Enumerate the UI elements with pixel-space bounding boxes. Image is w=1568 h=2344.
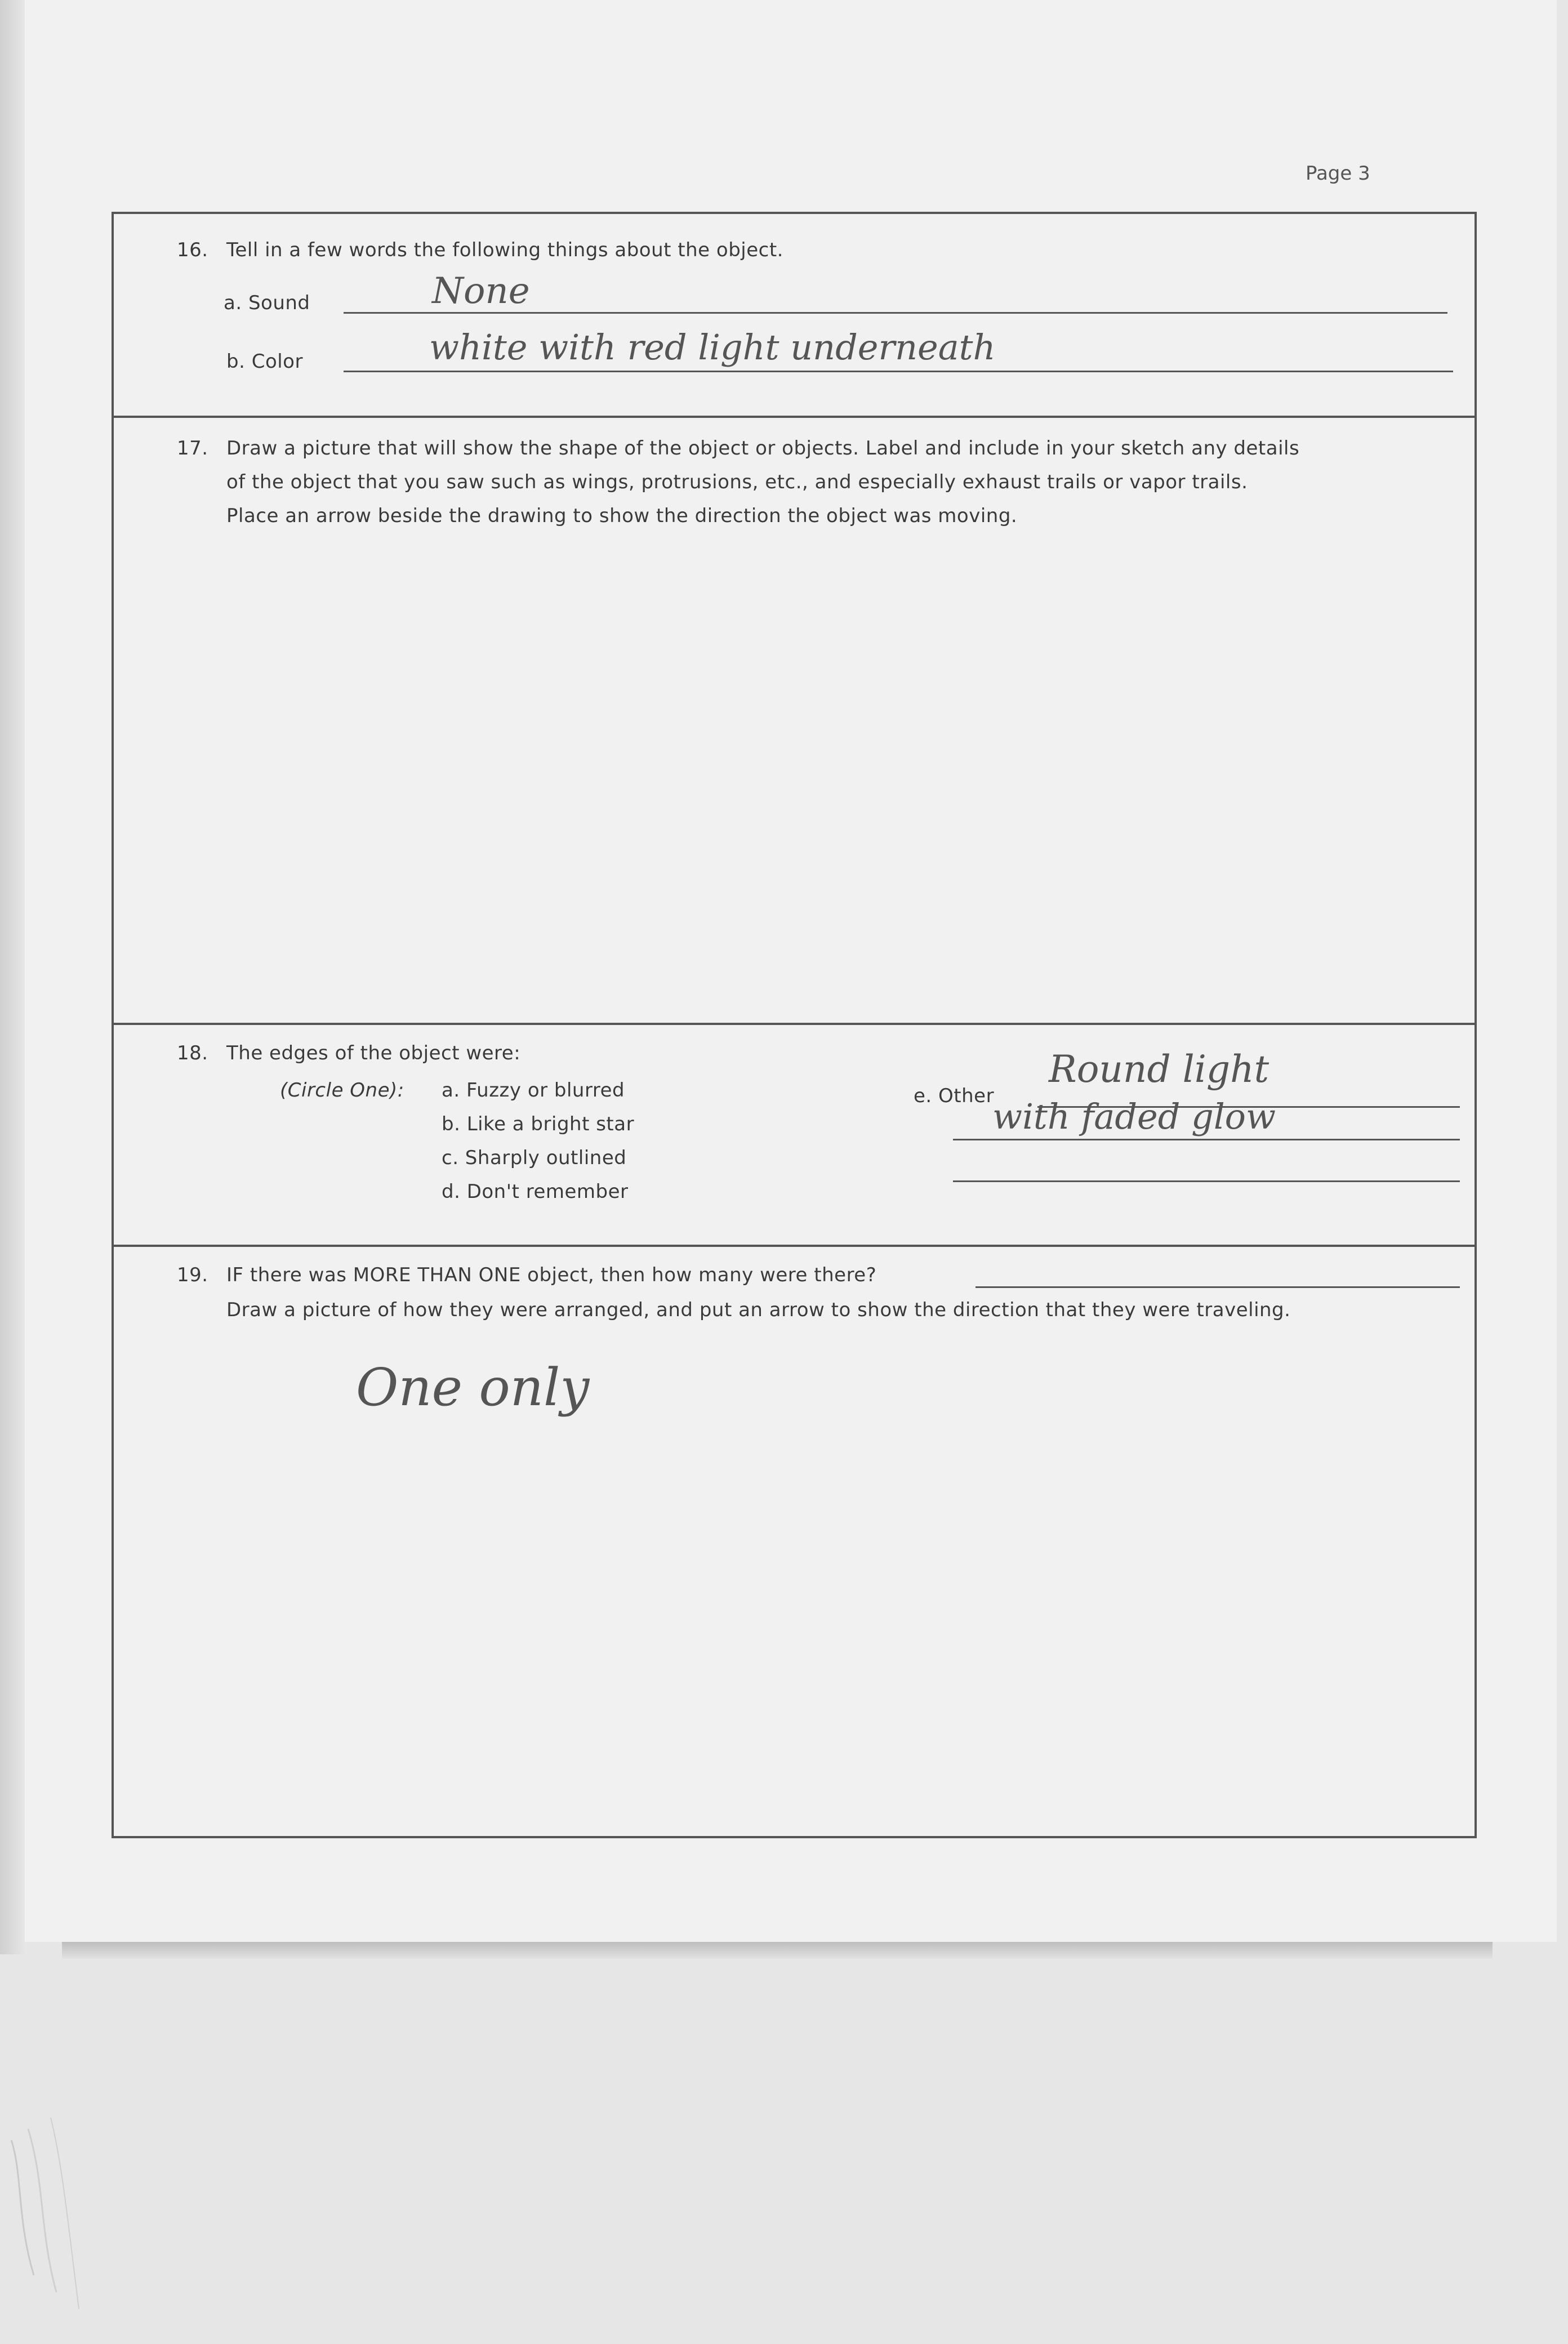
other-line-3 xyxy=(953,1180,1460,1182)
sound-answer-line xyxy=(344,312,1447,314)
divider-18-19 xyxy=(114,1245,1475,1247)
divider-17-18 xyxy=(114,1023,1475,1025)
q18-option-a: a. Fuzzy or blurred xyxy=(442,1079,625,1102)
other-answer-line2: with faded glow xyxy=(992,1096,1276,1137)
color-label: b. Color xyxy=(226,350,303,373)
q19-line1: IF there was MORE THAN ONE object, then how many were there? xyxy=(226,1264,877,1286)
q19-answer: One only xyxy=(356,1357,590,1418)
paper-bottom-shadow xyxy=(62,1942,1493,1959)
q16-number: 16. xyxy=(177,239,208,261)
other-answer-line1: Round light xyxy=(1049,1048,1269,1091)
q19-line2: Draw a picture of how they were arranged, and put an arrow to show the direction that they were traveling. xyxy=(226,1299,1291,1321)
q18-option-b: b. Like a bright star xyxy=(442,1113,635,1135)
sound-answer: None xyxy=(432,270,530,312)
q18-instruction: (Circle One): xyxy=(280,1079,404,1102)
color-answer-line xyxy=(344,371,1453,372)
sound-label: a. Sound xyxy=(224,292,310,314)
q18-option-c: c. Sharply outlined xyxy=(442,1147,627,1169)
q19-number: 19. xyxy=(177,1264,208,1286)
scan-left-edge xyxy=(0,0,27,1954)
q17-line2: of the object that you saw such as wings, protrusions, etc., and especially exhaust trails or vapor trails. xyxy=(226,471,1248,493)
color-answer: white with red light underneath xyxy=(429,327,996,368)
q19-count-line xyxy=(975,1286,1460,1288)
scan-scuff-marks xyxy=(0,2106,90,2320)
q17-line1: Draw a picture that will show the shape of the object or objects. Label and include in your sketch any details xyxy=(226,437,1300,460)
q18-number: 18. xyxy=(177,1042,208,1064)
q18-prompt: The edges of the object were: xyxy=(226,1042,521,1064)
q18-other-label: e. Other xyxy=(914,1085,995,1107)
q17-number: 17. xyxy=(177,437,208,460)
page-number: Page 3 xyxy=(1306,162,1370,185)
divider-16-17 xyxy=(114,416,1475,418)
questionnaire-form xyxy=(112,212,1477,1838)
q17-line3: Place an arrow beside the drawing to show the direction the object was moving. xyxy=(226,505,1018,527)
q16-prompt: Tell in a few words the following things about the object. xyxy=(226,239,783,261)
q18-option-d: d. Don't remember xyxy=(442,1180,629,1203)
other-line-2 xyxy=(953,1139,1460,1140)
